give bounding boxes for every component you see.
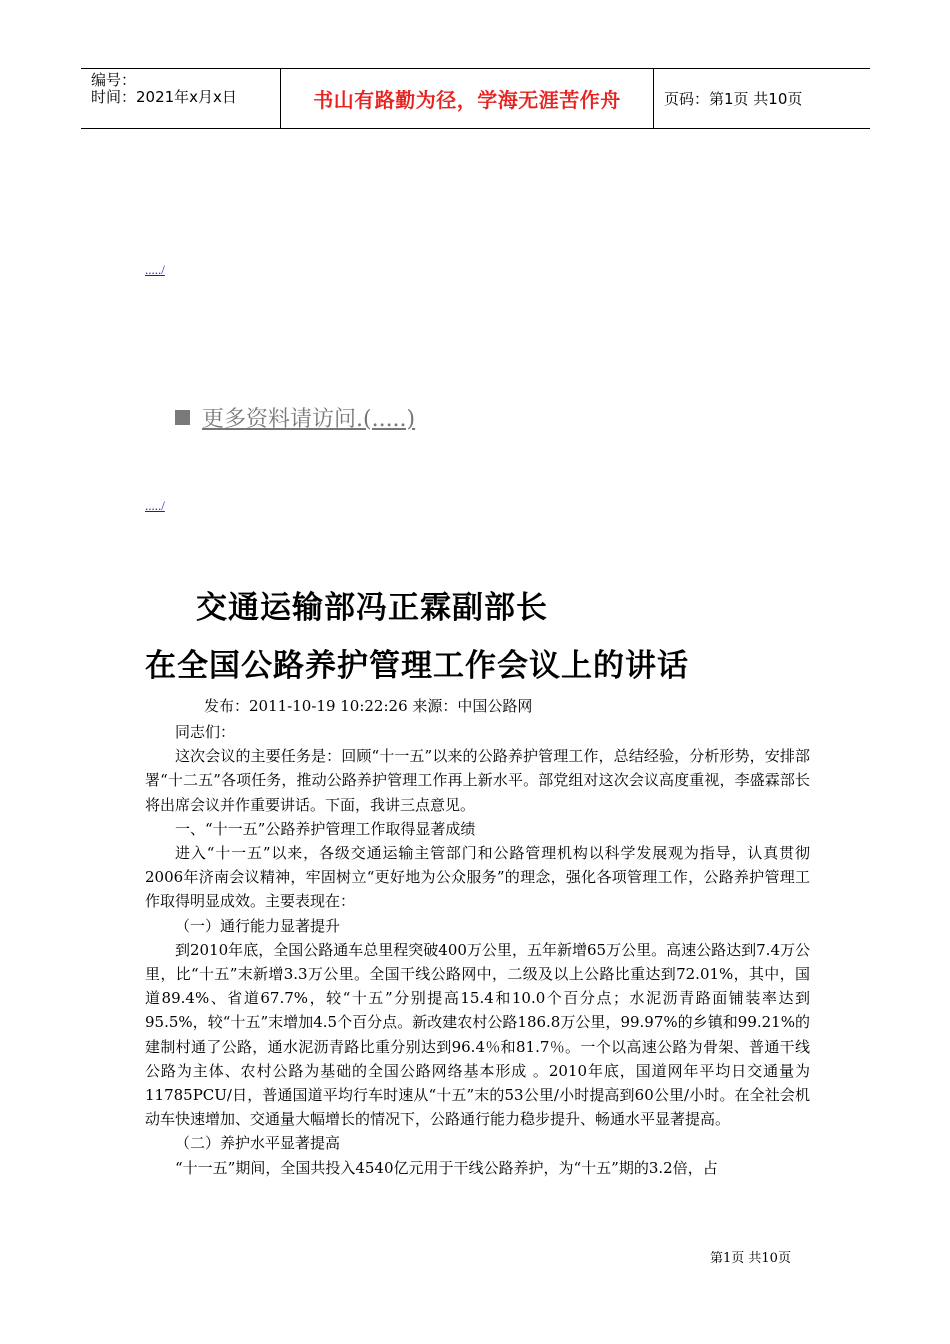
body-paragraph: 这次会议的主要任务是：回顾“十一五”以来的公路养护管理工作，总结经验，分析形势，安排部署“十二五”各项任务，推动公路养护管理工作再上新水平。部党组对这次会议高度重视，李盛霖部长将出席会议并作重要讲话。下面，我讲三点意见。 (145, 747, 810, 814)
article-meta: 发布：2011-10-19 10:22:26 来源：中国公路网 (204, 697, 533, 715)
salutation: 同志们： (175, 723, 236, 741)
body-paragraph: 进入“十一五”以来，各级交通运输主管部门和公路管理机构以科学发展观为指导，认真贯彻2006年济南会议精神，牢固树立“更好地为公众服务”的理念，强化各项管理工作，公路养护管理工作取得明显成效。主要表现在： (145, 844, 810, 911)
section-heading: 一、“十一五”公路养护管理工作取得显著成绩 (175, 819, 476, 838)
more-info-link[interactable]: 更多资料请访问.(.....) (202, 407, 416, 432)
header-info-cell (81, 69, 281, 128)
document-number-label: 编号： (91, 71, 137, 89)
page-header (81, 68, 870, 129)
top-dots-link[interactable]: ...../ (145, 262, 165, 277)
document-date-label: 时间：2021年x月x日 (91, 88, 237, 106)
article-body (145, 720, 810, 1180)
more-info-line[interactable] (175, 402, 415, 433)
header-motto: 书山有路勤为径，学海无涯苦作舟 (281, 69, 654, 128)
body-paragraph: “十一五”期间，全国共投入4540亿元用于干线公路养护，为“十五”期的3.2倍，占 (175, 1158, 718, 1177)
body-paragraph: 到2010年底，全国公路通车总里程突破400万公里，五年新增65万公里。高速公路达到7.4万公里，比“十五”末新增3.3万公里。全国干线公路网中，二级及以上公路比重达到72.01%，其中，国道89.4%、省道67.7%，较“十五”分别提高15.4和10.0个百分点；水泥沥青路面铺装率达到95.5%，较“十五”末增加4.5个百分点。新改建农村公路186.8万公里，99.97%的乡镇和99.21%的建制村通了公路，通水泥沥青路比重分别达到96.4％和81.7％。一个以高速公路为骨架、普通干线公路为主体、农村公路为基础的全国公路网络基本形成 。2010年底，国道网年平均日交通量为11785PCU/日，普通国道平均行车时速从“十五”末的53公里/小时提高到60公里/小时。在全社会机动车快速增加、交通量大幅增长的情况下，公路通行能力稳步提升、畅通水平显著提高。 (145, 940, 810, 1129)
page-footer: 第1页 共10页 (710, 1251, 791, 1266)
subsection-heading: （一）通行能力显著提升 (175, 916, 341, 935)
article-title-line1: 交通运输部冯正霖副部长 (196, 590, 548, 626)
square-bullet-icon (175, 410, 190, 425)
subsection-heading: （二）养护水平显著提高 (175, 1134, 341, 1153)
article-title-line2: 在全国公路养护管理工作会议上的讲话 (145, 648, 689, 684)
bottom-dots-link[interactable]: ...../ (145, 498, 165, 513)
header-page-info: 页码：第1页 共10页 (664, 90, 803, 108)
